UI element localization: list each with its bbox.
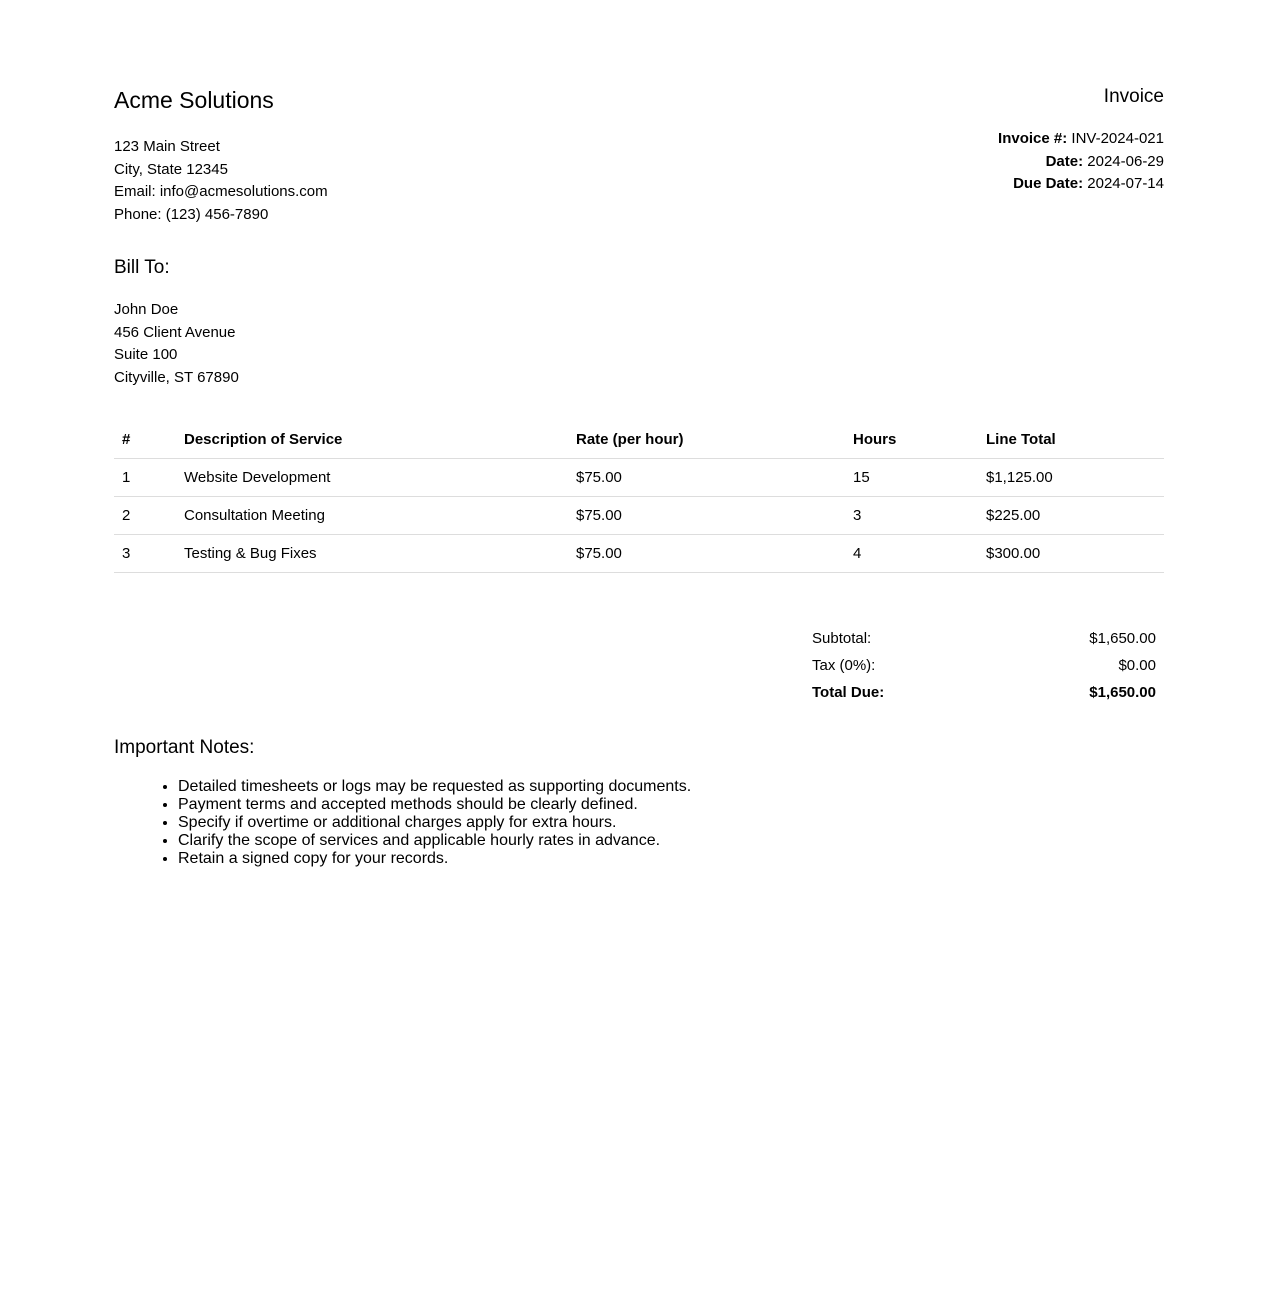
invoice-meta	[998, 128, 1164, 196]
cell-line-total: $225.00	[978, 497, 1164, 535]
column-header-rate: Rate (per hour)	[568, 421, 845, 459]
cell-rate: $75.00	[568, 535, 845, 573]
invoice-due-date: 2024-07-14	[1087, 175, 1164, 193]
client-suite: Suite 100	[114, 346, 178, 364]
subtotal-row	[812, 626, 1156, 653]
company-name: Acme Solutions	[114, 87, 274, 113]
invoice-number-row	[998, 128, 1164, 151]
cell-number: 1	[114, 459, 176, 497]
cell-description: Website Development	[176, 459, 568, 497]
table-row	[114, 497, 1164, 535]
bill-to-address	[114, 299, 239, 389]
client-street: 456 Client Avenue	[114, 323, 236, 341]
column-header-hours: Hours	[845, 421, 978, 459]
total-due-row	[812, 680, 1156, 707]
table-header-row	[114, 421, 1164, 459]
note-item: • Specify if overtime or additional charges apply for extra hours.	[178, 814, 691, 832]
column-header-line-total: Line Total	[978, 421, 1164, 459]
invoice-header	[114, 0, 1164, 240]
invoice-date-row	[998, 151, 1164, 174]
invoice-document	[114, 0, 1164, 867]
tax-row	[812, 653, 1156, 680]
invoice-due-date-label: Due Date:	[1013, 175, 1084, 193]
cell-description: Consultation Meeting	[176, 497, 568, 535]
tax-value: $0.00	[1118, 657, 1156, 674]
cell-description: Testing & Bug Fixes	[176, 535, 568, 573]
company-phone: Phone: (123) 456-7890	[114, 205, 269, 223]
table-row	[114, 459, 1164, 497]
notes-list	[138, 778, 691, 868]
company-address	[114, 136, 328, 226]
invoice-date: 2024-06-29	[1087, 152, 1164, 170]
invoice-title: Invoice	[1103, 86, 1164, 107]
cell-hours: 15	[845, 459, 978, 497]
cell-hours: 4	[845, 535, 978, 573]
subtotal-label: Subtotal:	[812, 630, 872, 647]
note-item: • Clarify the scope of services and applicable hourly rates in advance.	[178, 832, 691, 850]
note-item: • Detailed timesheets or logs may be requested as supporting documents.	[178, 778, 691, 796]
invoice-date-label: Date:	[1045, 152, 1084, 170]
bill-to-heading: Bill To:	[114, 257, 170, 278]
cell-line-total: $1,125.00	[978, 459, 1164, 497]
invoice-due-date-row	[998, 173, 1164, 196]
cell-rate: $75.00	[568, 497, 845, 535]
company-email: Email: info@acmesolutions.com	[114, 183, 328, 201]
cell-number: 2	[114, 497, 176, 535]
subtotal-value: $1,650.00	[1089, 630, 1156, 647]
note-item: • Payment terms and accepted methods should be clearly defined.	[178, 796, 691, 814]
totals-summary	[812, 626, 1156, 707]
tax-label: Tax (0%):	[812, 657, 876, 674]
column-header-description: Description of Service	[176, 421, 568, 459]
client-city: Cityville, ST 67890	[114, 368, 239, 386]
total-due-label: Total Due:	[812, 684, 885, 701]
line-items-table	[114, 421, 1164, 573]
note-item: • Retain a signed copy for your records.	[178, 850, 691, 868]
cell-hours: 3	[845, 497, 978, 535]
invoice-number: INV-2024-021	[1071, 130, 1164, 147]
company-city: City, State 12345	[114, 160, 228, 178]
notes-heading: Important Notes:	[114, 737, 255, 758]
cell-rate: $75.00	[568, 459, 845, 497]
table-row	[114, 535, 1164, 573]
cell-number: 3	[114, 535, 176, 573]
company-street: 123 Main Street	[114, 138, 220, 155]
column-header-number: #	[114, 421, 176, 459]
invoice-number-label: Invoice #:	[998, 130, 1068, 147]
client-name: John Doe	[114, 301, 179, 318]
cell-line-total: $300.00	[978, 535, 1164, 573]
total-due-value: $1,650.00	[1089, 684, 1156, 701]
